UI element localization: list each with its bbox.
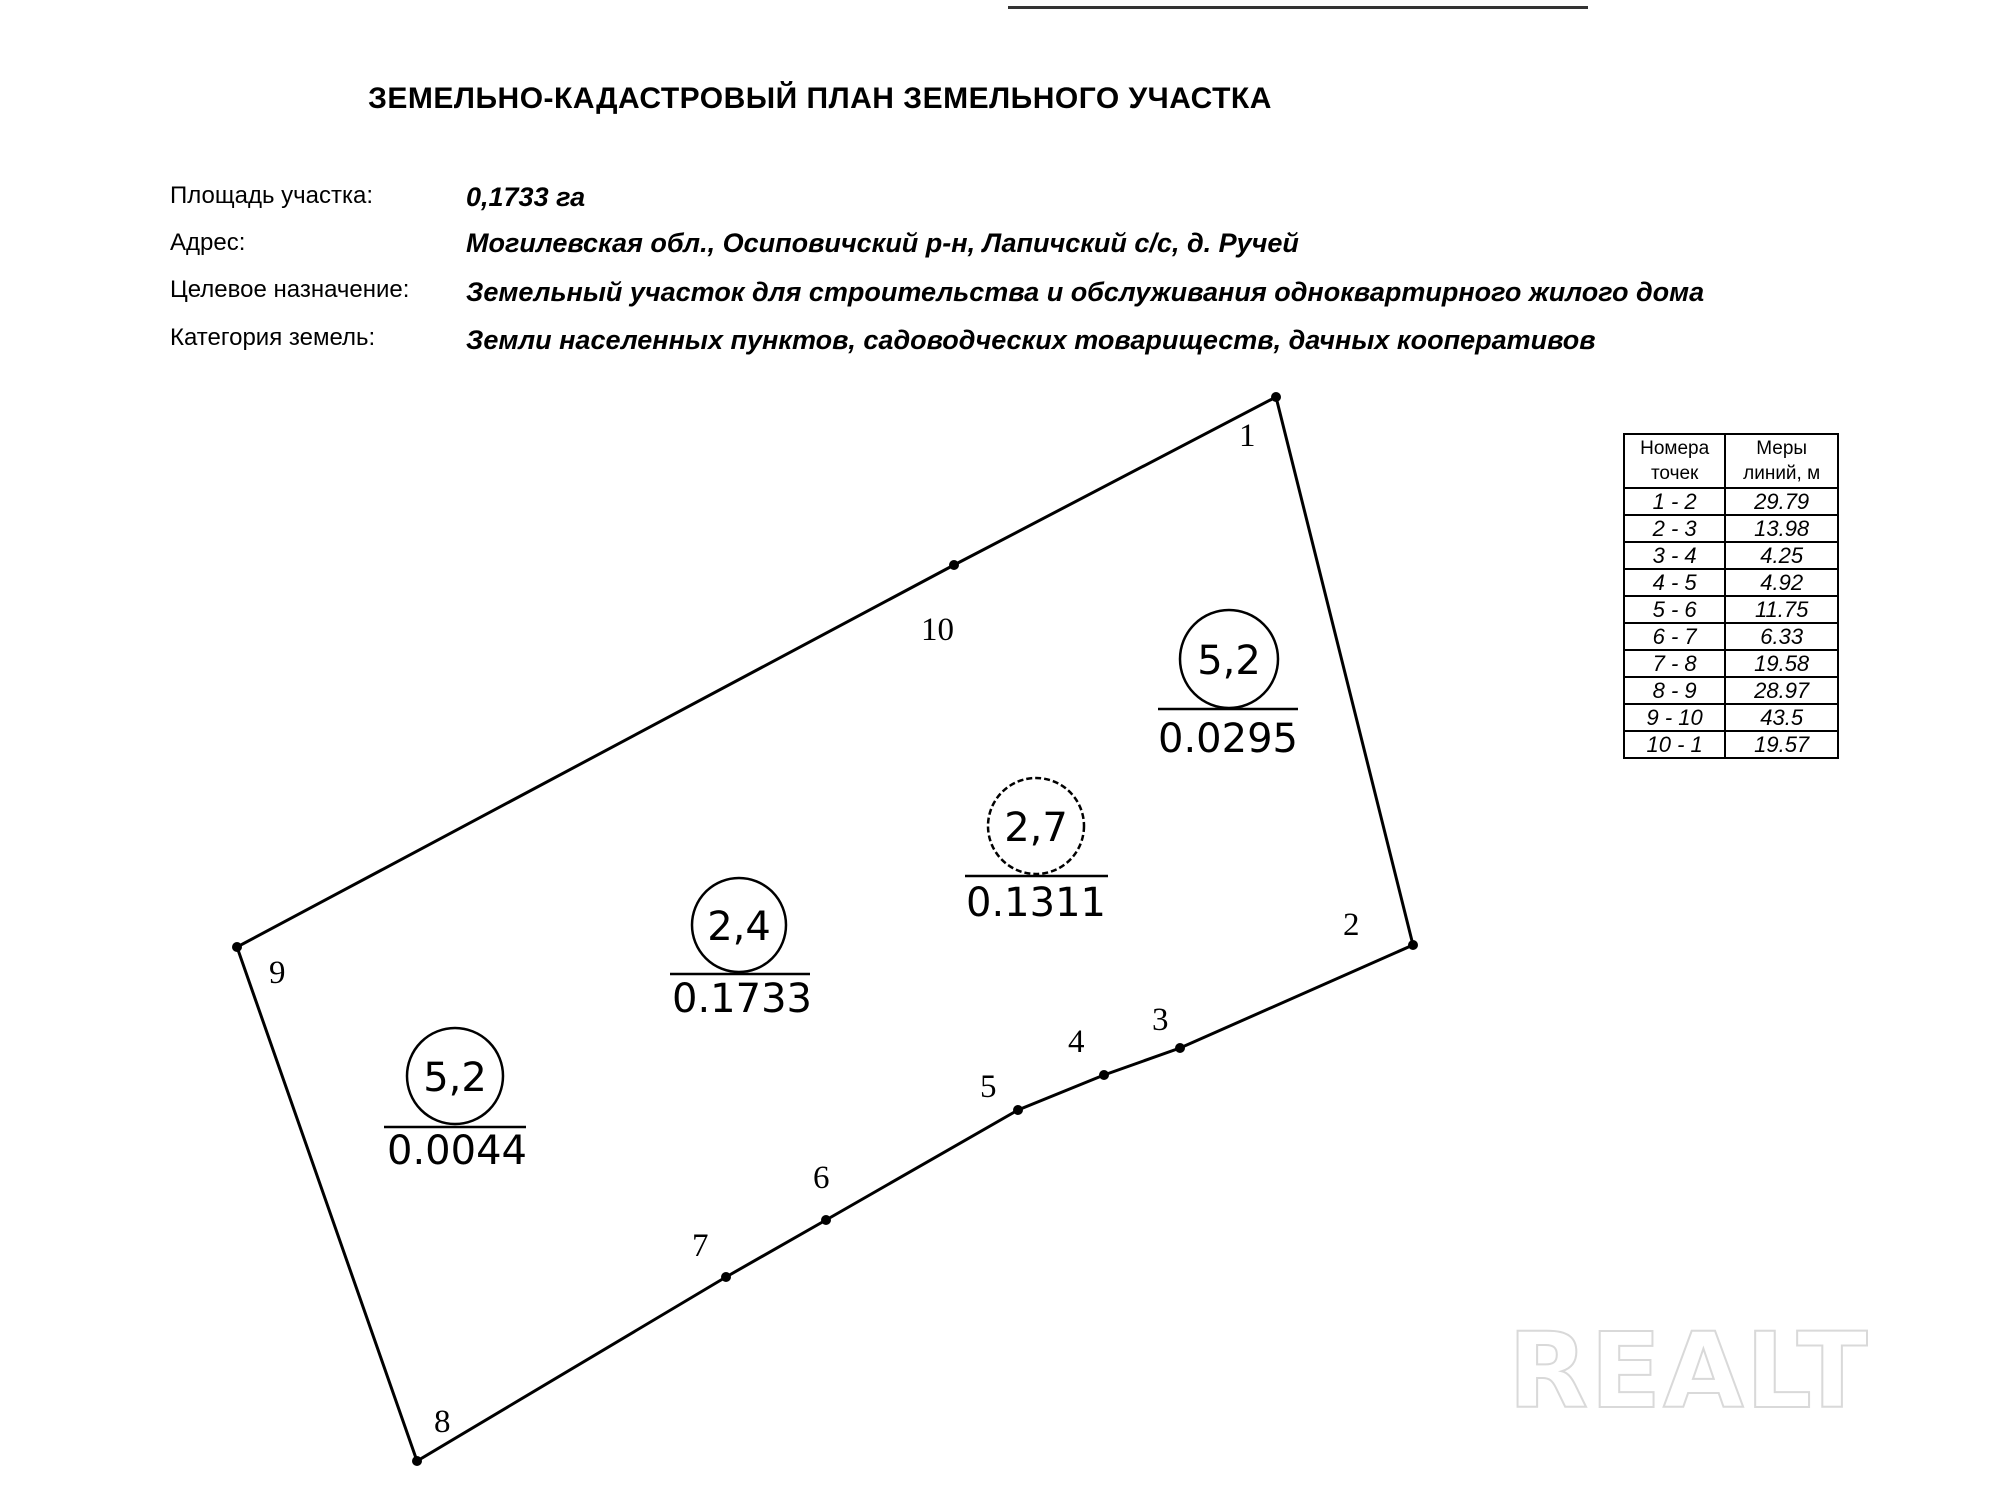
category-label: Категория земель:	[170, 324, 376, 351]
parcel-area: 0.0295	[1158, 716, 1298, 762]
address-value: Могилевская обл., Осиповичский р-н, Лапичский с/с, д. Ручей	[466, 228, 1299, 258]
table-row	[1624, 677, 1838, 704]
table-row	[1624, 704, 1838, 731]
segment-cell: 6 - 7	[1624, 623, 1725, 650]
parcel-area: 0.1311	[966, 880, 1106, 926]
segment-cell: 9 - 10	[1624, 704, 1725, 731]
header-line: точек	[1650, 463, 1699, 484]
table-row	[1624, 569, 1838, 596]
table-row	[1624, 731, 1838, 758]
point-label-10: 10	[921, 612, 954, 648]
point-label-9: 9	[269, 955, 286, 991]
line-measures-table	[1623, 433, 1839, 759]
point-label-8: 8	[434, 1404, 451, 1440]
parcel-code: 5,2	[1197, 638, 1261, 684]
table-row	[1624, 623, 1838, 650]
parcel-code: 2,7	[1004, 805, 1068, 851]
boundary-point-3	[1175, 1043, 1185, 1053]
parcel-code: 2,4	[707, 904, 771, 950]
boundary-point-8	[412, 1456, 422, 1466]
table-header-row	[1624, 434, 1838, 488]
length-cell: 29.79	[1725, 488, 1838, 515]
point-label-7: 7	[692, 1228, 709, 1264]
segment-cell: 5 - 6	[1624, 596, 1725, 623]
boundary-point-4	[1099, 1070, 1109, 1080]
header-line: линий, м	[1743, 463, 1821, 484]
segment-cell: 4 - 5	[1624, 569, 1725, 596]
header-line-measures	[1725, 434, 1838, 488]
length-cell: 19.58	[1725, 650, 1838, 677]
header-point-numbers	[1624, 434, 1725, 488]
point-label-5: 5	[980, 1069, 997, 1105]
plot-boundary	[237, 397, 1413, 1461]
segment-cell: 10 - 1	[1624, 731, 1725, 758]
table-row	[1624, 542, 1838, 569]
length-cell: 13.98	[1725, 515, 1838, 542]
document-title: ЗЕМЕЛЬНО-КАДАСТРОВЫЙ ПЛАН ЗЕМЕЛЬНОГО УЧАСТКА	[368, 82, 1272, 115]
segment-cell: 1 - 2	[1624, 488, 1725, 515]
purpose-value: Земельный участок для строительства и обслуживания одноквартирного жилого дома	[466, 277, 1705, 307]
parcel-area: 0.1733	[672, 976, 812, 1022]
length-cell: 43.5	[1725, 704, 1838, 731]
segment-cell: 3 - 4	[1624, 542, 1725, 569]
table-row	[1624, 596, 1838, 623]
length-cell: 6.33	[1725, 623, 1838, 650]
purpose-label: Целевое назначение:	[170, 276, 410, 303]
point-label-3: 3	[1152, 1002, 1169, 1038]
category-value: Земли населенных пунктов, садоводческих товариществ, дачных кооперативов	[466, 325, 1596, 355]
realt-watermark: REALT	[1508, 1310, 1870, 1432]
header-line: Меры	[1756, 438, 1808, 459]
segment-cell: 8 - 9	[1624, 677, 1725, 704]
header-line: Номера	[1640, 438, 1710, 459]
address-label: Адрес:	[170, 229, 246, 256]
length-cell: 19.57	[1725, 731, 1838, 758]
boundary-point-7	[721, 1272, 731, 1282]
boundary-point-1	[1271, 392, 1281, 402]
length-cell: 11.75	[1725, 596, 1838, 623]
boundary-point-10	[949, 560, 959, 570]
area-value: 0,1733 га	[466, 182, 586, 212]
boundary-point-5	[1013, 1105, 1023, 1115]
point-label-6: 6	[813, 1160, 830, 1196]
point-label-2: 2	[1343, 907, 1360, 943]
segment-cell: 7 - 8	[1624, 650, 1725, 677]
boundary-point-6	[821, 1215, 831, 1225]
boundary-point-2	[1408, 940, 1418, 950]
parcel-code: 5,2	[423, 1055, 487, 1101]
point-label-4: 4	[1068, 1024, 1085, 1060]
table-row	[1624, 650, 1838, 677]
segment-cell: 2 - 3	[1624, 515, 1725, 542]
table-row	[1624, 515, 1838, 542]
parcel-area: 0.0044	[387, 1128, 527, 1174]
area-label: Площадь участка:	[170, 182, 374, 209]
point-label-1: 1	[1239, 418, 1256, 454]
length-cell: 28.97	[1725, 677, 1838, 704]
length-cell: 4.25	[1725, 542, 1838, 569]
length-cell: 4.92	[1725, 569, 1838, 596]
table-row	[1624, 488, 1838, 515]
boundary-point-9	[232, 942, 242, 952]
